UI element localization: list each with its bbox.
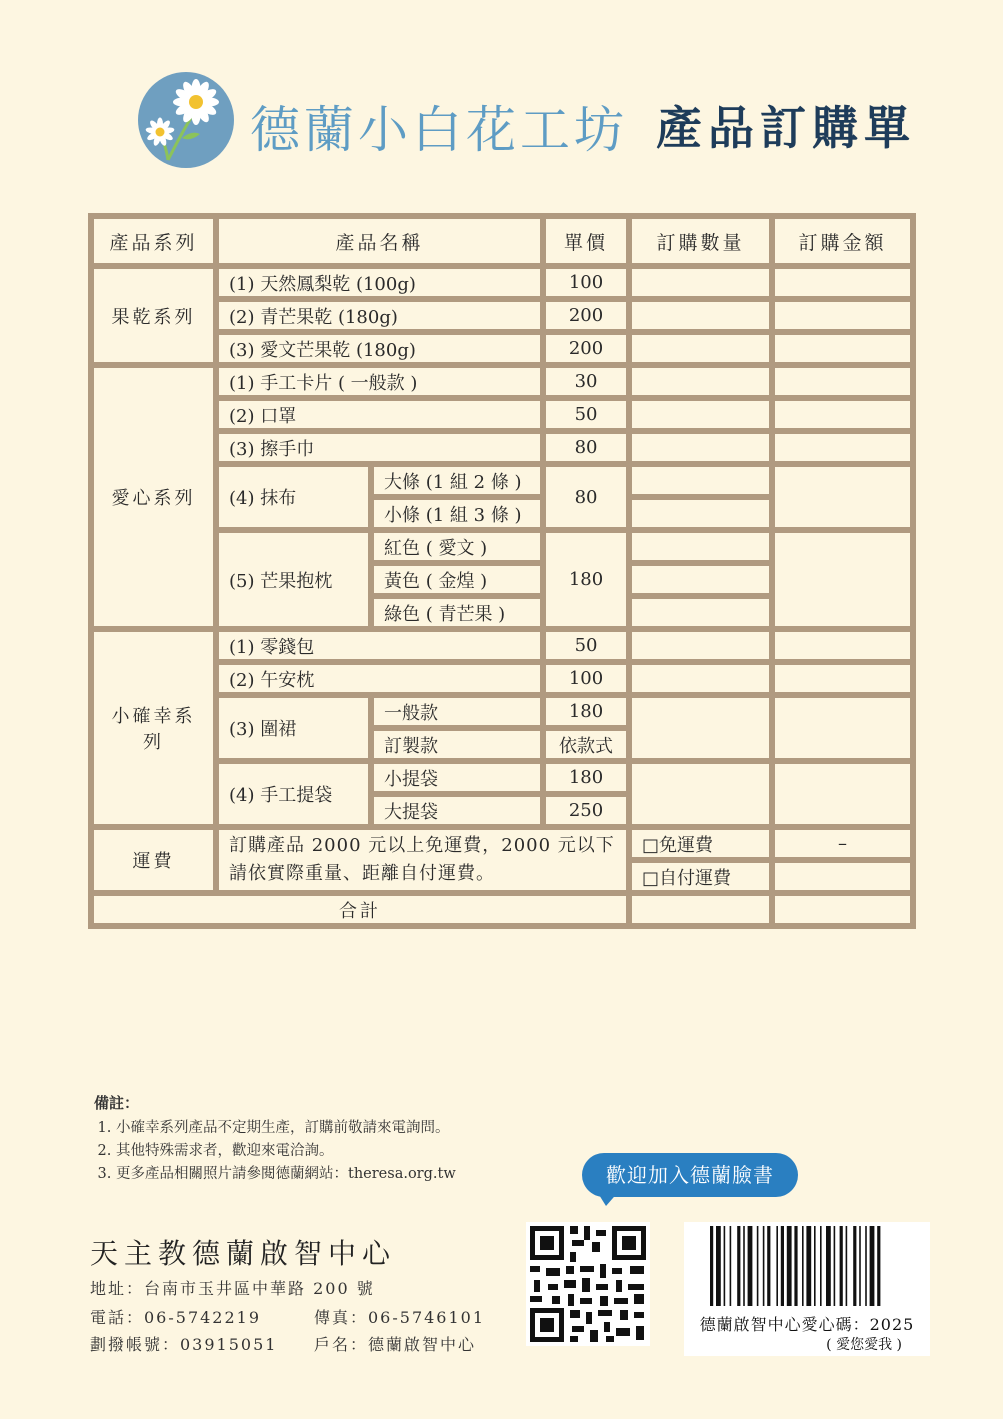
amount-cell[interactable] [772, 464, 913, 530]
table-row [91, 893, 913, 926]
unit-price: 100 [543, 662, 629, 695]
note-item: 2. 其他特殊需求者，歡迎來電洽詢。 [116, 1140, 456, 1163]
product-name: (4) 抹布 [216, 464, 371, 530]
free-shipping-amount: – [772, 827, 913, 860]
product-option: 綠色 ( 青芒果 ) [371, 596, 543, 629]
fax: 傳真：06-5746101 [314, 1308, 486, 1327]
series-charity: 愛心系列 [91, 365, 216, 629]
qr-code[interactable] [526, 1222, 650, 1346]
barcode-text: 德蘭啟智中心愛心碼：2025 [699, 1315, 915, 1334]
total-quantity-cell[interactable] [629, 893, 772, 926]
quantity-cell[interactable] [629, 530, 772, 563]
notes-list [94, 1117, 456, 1186]
unit-price: 50 [543, 629, 629, 662]
barcode-subtext: ( 愛您愛我 ) [826, 1337, 902, 1353]
brand-name: 德蘭小白花工坊 [250, 101, 628, 159]
unit-price: 100 [543, 266, 629, 299]
page-title: 產品訂購單 [656, 101, 916, 155]
product-name: (1) 天然鳳梨乾 (100g) [216, 266, 543, 299]
donation-barcode [684, 1222, 930, 1356]
product-name: (2) 口罩 [216, 398, 543, 431]
amount-cell[interactable] [772, 299, 913, 332]
product-name: (2) 青芒果乾 (180g) [216, 299, 543, 332]
amount-cell[interactable] [772, 860, 913, 893]
quantity-cell[interactable] [629, 464, 772, 497]
barcode-icon [710, 1226, 906, 1306]
amount-cell[interactable] [772, 629, 913, 662]
quantity-cell[interactable] [629, 629, 772, 662]
quantity-cell[interactable] [629, 299, 772, 332]
product-name: (5) 芒果抱枕 [216, 530, 371, 629]
total-amount-cell[interactable] [772, 893, 913, 926]
quantity-cell[interactable] [629, 398, 772, 431]
facebook-bubble[interactable]: 歡迎加入德蘭臉書 [582, 1153, 798, 1197]
speech-tail-icon [596, 1190, 620, 1206]
quantity-cell[interactable] [629, 497, 772, 530]
product-name: (3) 愛文芒果乾 (180g) [216, 332, 543, 365]
note-item: 1. 小確幸系列產品不定期生產，訂購前敬請來電詢問。 [116, 1117, 456, 1140]
table-header-row [91, 216, 913, 266]
unit-price: 250 [543, 794, 629, 827]
unit-price: 80 [543, 464, 629, 530]
product-option: 訂製款 [371, 728, 543, 761]
quantity-cell[interactable] [629, 662, 772, 695]
table-row [91, 266, 913, 299]
unit-price: 200 [543, 332, 629, 365]
address: 地址：台南市玉井區中華路 200 號 [90, 1279, 375, 1298]
product-option: 小提袋 [371, 761, 543, 794]
product-option: 小條 (1 組 3 條 ) [371, 497, 543, 530]
product-name: (4) 手工提袋 [216, 761, 371, 827]
quantity-cell[interactable] [629, 332, 772, 365]
product-name: (3) 圍裙 [216, 695, 371, 761]
amount-cell[interactable] [772, 266, 913, 299]
account-holder: 戶名：德蘭啟智中心 [314, 1335, 477, 1354]
amount-cell[interactable] [772, 332, 913, 365]
amount-cell[interactable] [772, 761, 913, 827]
free-shipping-checkbox[interactable]: □免運費 [629, 827, 772, 860]
product-option: 一般款 [371, 695, 543, 728]
daisy-logo-icon [138, 72, 234, 168]
amount-cell[interactable] [772, 431, 913, 464]
postal-account: 劃撥帳號：03915051 [90, 1335, 278, 1354]
order-table [88, 213, 916, 929]
quantity-cell[interactable] [629, 596, 772, 629]
header [138, 72, 916, 168]
total-label: 合計 [91, 893, 629, 926]
header-quantity: 訂購數量 [629, 216, 772, 266]
organization-info [90, 1232, 396, 1272]
quantity-cell[interactable] [629, 695, 772, 761]
unit-price: 180 [543, 695, 629, 728]
unit-price: 180 [543, 761, 629, 794]
shipping-label: 運費 [91, 827, 216, 893]
header-series: 產品系列 [91, 216, 216, 266]
notes [94, 1092, 456, 1186]
quantity-cell[interactable] [629, 431, 772, 464]
product-option: 紅色 ( 愛文 ) [371, 530, 543, 563]
quantity-cell[interactable] [629, 365, 772, 398]
organization-name: 天主教德蘭啟智中心 [90, 1237, 397, 1270]
note-item: 3. 更多產品相關照片請參閱德蘭網站：theresa.org.tw [116, 1163, 456, 1186]
header-amount: 訂購金額 [772, 216, 913, 266]
quantity-cell[interactable] [629, 563, 772, 596]
self-paid-shipping-checkbox[interactable]: □自付運費 [629, 860, 772, 893]
series-dried-fruit: 果乾系列 [91, 266, 216, 365]
unit-price: 180 [543, 530, 629, 629]
table-row [91, 827, 913, 860]
amount-cell[interactable] [772, 365, 913, 398]
amount-cell[interactable] [772, 530, 913, 629]
phone: 電話：06-5742219 [90, 1308, 262, 1327]
quantity-cell[interactable] [629, 761, 772, 827]
shipping-note: 訂購產品 2000 元以上免運費，2000 元以下請依實際重量、距離自付運費。 [216, 827, 629, 893]
amount-cell[interactable] [772, 662, 913, 695]
quantity-cell[interactable] [629, 266, 772, 299]
product-name: (2) 午安枕 [216, 662, 543, 695]
unit-price: 50 [543, 398, 629, 431]
unit-price: 依款式 [543, 728, 629, 761]
unit-price: 30 [543, 365, 629, 398]
unit-price: 200 [543, 299, 629, 332]
product-name: (1) 零錢包 [216, 629, 543, 662]
table-row [91, 365, 913, 398]
series-happiness: 小確幸系列 [91, 629, 216, 827]
amount-cell[interactable] [772, 398, 913, 431]
header-product-name: 產品名稱 [216, 216, 543, 266]
product-name: (3) 擦手巾 [216, 431, 543, 464]
product-option: 大提袋 [371, 794, 543, 827]
product-option: 大條 (1 組 2 條 ) [371, 464, 543, 497]
product-name: (1) 手工卡片 ( 一般款 ) [216, 365, 543, 398]
unit-price: 80 [543, 431, 629, 464]
table-row [91, 629, 913, 662]
header-unit-price: 單價 [543, 216, 629, 266]
product-option: 黃色 ( 金煌 ) [371, 563, 543, 596]
notes-heading: 備註： [94, 1094, 140, 1112]
amount-cell[interactable] [772, 695, 913, 761]
